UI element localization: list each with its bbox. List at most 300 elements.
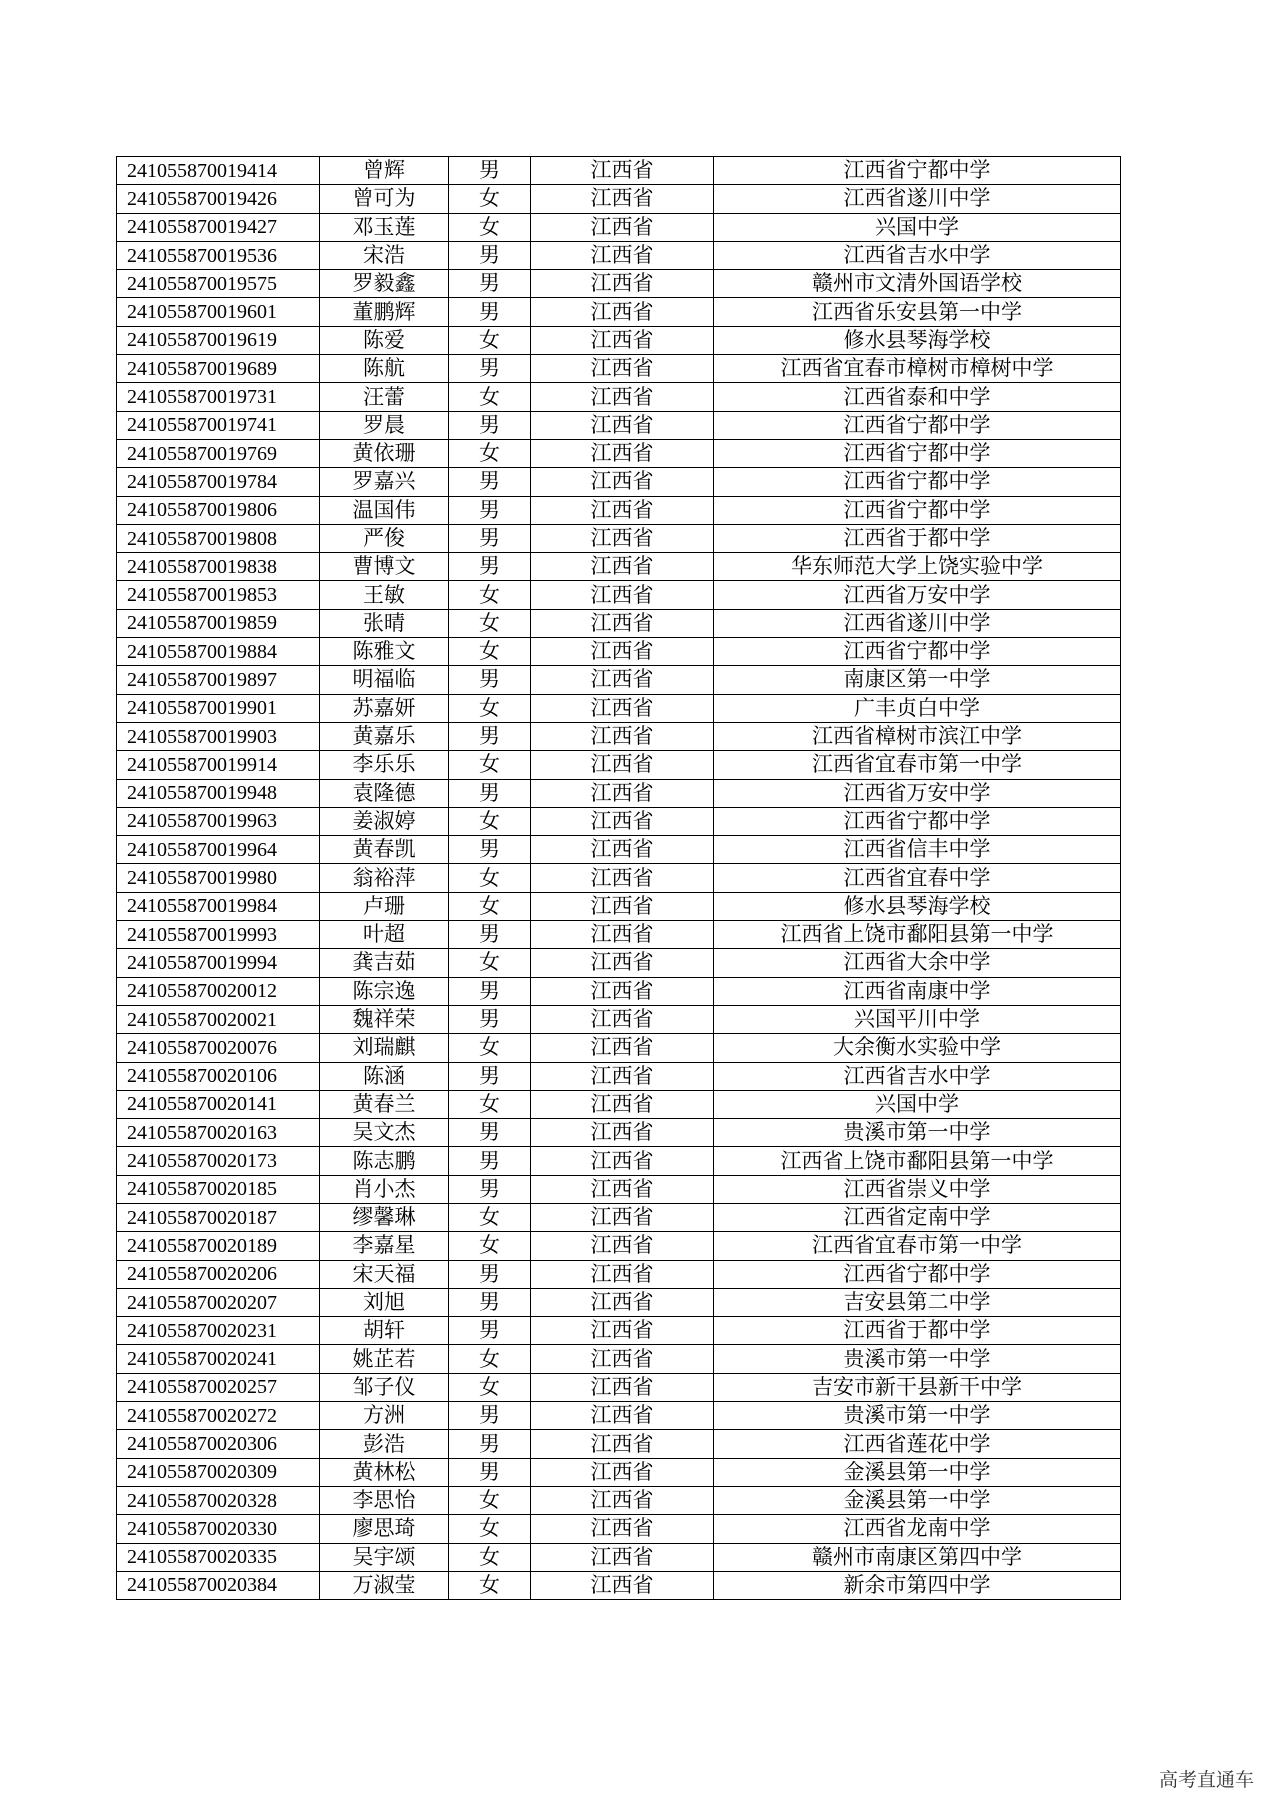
province-cell: 江西省 xyxy=(531,326,714,354)
candidate-id-cell: 241055870019806 xyxy=(117,496,320,524)
table-row xyxy=(117,609,1121,637)
school-cell: 新余市第四中学 xyxy=(714,1571,1121,1599)
province-cell: 江西省 xyxy=(531,807,714,835)
school-cell: 赣州市南康区第四中学 xyxy=(714,1543,1121,1571)
name-cell: 廖思琦 xyxy=(320,1515,449,1543)
school-cell: 江西省上饶市鄱阳县第一中学 xyxy=(714,921,1121,949)
school-cell: 江西省大余中学 xyxy=(714,949,1121,977)
name-cell: 罗毅鑫 xyxy=(320,270,449,298)
school-cell: 广丰贞白中学 xyxy=(714,694,1121,722)
name-cell: 姜淑婷 xyxy=(320,807,449,835)
province-cell: 江西省 xyxy=(531,1373,714,1401)
province-cell: 江西省 xyxy=(531,298,714,326)
candidate-id-cell: 241055870020335 xyxy=(117,1543,320,1571)
table-row xyxy=(117,1430,1121,1458)
gender-cell: 男 xyxy=(449,1147,531,1175)
table-row xyxy=(117,949,1121,977)
province-cell: 江西省 xyxy=(531,270,714,298)
school-cell: 江西省万安中学 xyxy=(714,779,1121,807)
school-cell: 兴国中学 xyxy=(714,213,1121,241)
province-cell: 江西省 xyxy=(531,892,714,920)
candidate-id-cell: 241055870020021 xyxy=(117,1005,320,1033)
gender-cell: 男 xyxy=(449,298,531,326)
table-row xyxy=(117,270,1121,298)
name-cell: 万淑莹 xyxy=(320,1571,449,1599)
school-cell: 江西省宁都中学 xyxy=(714,157,1121,185)
province-cell: 江西省 xyxy=(531,1175,714,1203)
name-cell: 刘瑞麒 xyxy=(320,1034,449,1062)
gender-cell: 女 xyxy=(449,185,531,213)
name-cell: 陈爱 xyxy=(320,326,449,354)
name-cell: 罗晨 xyxy=(320,411,449,439)
table-row xyxy=(117,807,1121,835)
school-cell: 江西省宁都中学 xyxy=(714,439,1121,467)
province-cell: 江西省 xyxy=(531,1260,714,1288)
province-cell: 江西省 xyxy=(531,496,714,524)
table-row xyxy=(117,298,1121,326)
name-cell: 黄春兰 xyxy=(320,1090,449,1118)
table-row xyxy=(117,1571,1121,1599)
gender-cell: 女 xyxy=(449,1090,531,1118)
name-cell: 张晴 xyxy=(320,609,449,637)
gender-cell: 女 xyxy=(449,1203,531,1231)
gender-cell: 女 xyxy=(449,1034,531,1062)
table-row xyxy=(117,1232,1121,1260)
candidate-id-cell: 241055870019984 xyxy=(117,892,320,920)
name-cell: 王敏 xyxy=(320,581,449,609)
province-cell: 江西省 xyxy=(531,1005,714,1033)
school-cell: 江西省信丰中学 xyxy=(714,836,1121,864)
candidate-id-cell: 241055870019963 xyxy=(117,807,320,835)
table-row xyxy=(117,411,1121,439)
gender-cell: 男 xyxy=(449,496,531,524)
gender-cell: 男 xyxy=(449,1288,531,1316)
candidate-id-cell: 241055870019769 xyxy=(117,439,320,467)
gender-cell: 男 xyxy=(449,553,531,581)
gender-cell: 男 xyxy=(449,836,531,864)
candidate-id-cell: 241055870019426 xyxy=(117,185,320,213)
candidate-id-cell: 241055870019853 xyxy=(117,581,320,609)
name-cell: 缪馨琳 xyxy=(320,1203,449,1231)
candidate-id-cell: 241055870019414 xyxy=(117,157,320,185)
gender-cell: 女 xyxy=(449,1373,531,1401)
watermark-text: 高考直通车 xyxy=(1158,1769,1254,1791)
gender-cell: 女 xyxy=(449,1515,531,1543)
candidate-id-cell: 241055870019859 xyxy=(117,609,320,637)
table-row xyxy=(117,779,1121,807)
school-cell: 江西省上饶市鄱阳县第一中学 xyxy=(714,1147,1121,1175)
school-cell: 江西省宁都中学 xyxy=(714,638,1121,666)
gender-cell: 女 xyxy=(449,1345,531,1373)
candidate-id-cell: 241055870020207 xyxy=(117,1288,320,1316)
province-cell: 江西省 xyxy=(531,977,714,1005)
school-cell: 贵溪市第一中学 xyxy=(714,1119,1121,1147)
school-cell: 江西省遂川中学 xyxy=(714,609,1121,637)
table-row xyxy=(117,581,1121,609)
table-row xyxy=(117,722,1121,750)
name-cell: 魏祥荣 xyxy=(320,1005,449,1033)
name-cell: 卢珊 xyxy=(320,892,449,920)
table-row xyxy=(117,157,1121,185)
table-row xyxy=(117,524,1121,552)
province-cell: 江西省 xyxy=(531,524,714,552)
name-cell: 黄林松 xyxy=(320,1458,449,1486)
table-row xyxy=(117,1034,1121,1062)
name-cell: 曾辉 xyxy=(320,157,449,185)
candidate-id-cell: 241055870019619 xyxy=(117,326,320,354)
table-row xyxy=(117,892,1121,920)
gender-cell: 女 xyxy=(449,439,531,467)
table-row xyxy=(117,638,1121,666)
gender-cell: 女 xyxy=(449,609,531,637)
gender-cell: 男 xyxy=(449,1402,531,1430)
name-cell: 叶超 xyxy=(320,921,449,949)
gender-cell: 女 xyxy=(449,864,531,892)
gender-cell: 女 xyxy=(449,807,531,835)
candidate-id-cell: 241055870020163 xyxy=(117,1119,320,1147)
school-cell: 修水县琴海学校 xyxy=(714,326,1121,354)
table-row xyxy=(117,213,1121,241)
school-cell: 江西省于都中学 xyxy=(714,1317,1121,1345)
table-row xyxy=(117,666,1121,694)
name-cell: 黄嘉乐 xyxy=(320,722,449,750)
gender-cell: 女 xyxy=(449,1543,531,1571)
table-row xyxy=(117,836,1121,864)
candidate-id-cell: 241055870020189 xyxy=(117,1232,320,1260)
province-cell: 江西省 xyxy=(531,1147,714,1175)
candidate-id-cell: 241055870019901 xyxy=(117,694,320,722)
school-cell: 江西省龙南中学 xyxy=(714,1515,1121,1543)
name-cell: 宋浩 xyxy=(320,241,449,269)
school-cell: 江西省吉水中学 xyxy=(714,241,1121,269)
gender-cell: 女 xyxy=(449,213,531,241)
candidate-id-cell: 241055870020309 xyxy=(117,1458,320,1486)
candidate-id-cell: 241055870020185 xyxy=(117,1175,320,1203)
candidate-id-cell: 241055870019897 xyxy=(117,666,320,694)
name-cell: 温国伟 xyxy=(320,496,449,524)
table-row xyxy=(117,1515,1121,1543)
candidate-id-cell: 241055870019808 xyxy=(117,524,320,552)
name-cell: 黄春凯 xyxy=(320,836,449,864)
province-cell: 江西省 xyxy=(531,666,714,694)
candidate-id-cell: 241055870020173 xyxy=(117,1147,320,1175)
name-cell: 邓玉莲 xyxy=(320,213,449,241)
school-cell: 江西省万安中学 xyxy=(714,581,1121,609)
candidate-id-cell: 241055870020257 xyxy=(117,1373,320,1401)
candidate-id-cell: 241055870019689 xyxy=(117,355,320,383)
province-cell: 江西省 xyxy=(531,383,714,411)
province-cell: 江西省 xyxy=(531,694,714,722)
province-cell: 江西省 xyxy=(531,1119,714,1147)
school-cell: 江西省定南中学 xyxy=(714,1203,1121,1231)
province-cell: 江西省 xyxy=(531,355,714,383)
name-cell: 陈宗逸 xyxy=(320,977,449,1005)
table-row xyxy=(117,1288,1121,1316)
candidate-id-cell: 241055870019741 xyxy=(117,411,320,439)
name-cell: 苏嘉妍 xyxy=(320,694,449,722)
school-cell: 华东师范大学上饶实验中学 xyxy=(714,553,1121,581)
province-cell: 江西省 xyxy=(531,949,714,977)
name-cell: 袁隆德 xyxy=(320,779,449,807)
province-cell: 江西省 xyxy=(531,864,714,892)
province-cell: 江西省 xyxy=(531,157,714,185)
table-row xyxy=(117,1203,1121,1231)
school-cell: 兴国中学 xyxy=(714,1090,1121,1118)
candidate-id-cell: 241055870019784 xyxy=(117,468,320,496)
gender-cell: 女 xyxy=(449,751,531,779)
gender-cell: 男 xyxy=(449,1175,531,1203)
candidate-id-cell: 241055870020187 xyxy=(117,1203,320,1231)
name-cell: 曹博文 xyxy=(320,553,449,581)
table-row xyxy=(117,1317,1121,1345)
candidate-id-cell: 241055870020012 xyxy=(117,977,320,1005)
province-cell: 江西省 xyxy=(531,751,714,779)
table-row xyxy=(117,1175,1121,1203)
table-row xyxy=(117,1147,1121,1175)
gender-cell: 男 xyxy=(449,241,531,269)
candidate-id-cell: 241055870019964 xyxy=(117,836,320,864)
name-cell: 彭浩 xyxy=(320,1430,449,1458)
school-cell: 江西省崇义中学 xyxy=(714,1175,1121,1203)
gender-cell: 女 xyxy=(449,1232,531,1260)
gender-cell: 男 xyxy=(449,1458,531,1486)
table-row xyxy=(117,468,1121,496)
province-cell: 江西省 xyxy=(531,1515,714,1543)
school-cell: 金溪县第一中学 xyxy=(714,1486,1121,1514)
table-row xyxy=(117,1373,1121,1401)
candidate-id-cell: 241055870020231 xyxy=(117,1317,320,1345)
gender-cell: 女 xyxy=(449,694,531,722)
name-cell: 邹子仪 xyxy=(320,1373,449,1401)
gender-cell: 男 xyxy=(449,1317,531,1345)
province-cell: 江西省 xyxy=(531,439,714,467)
table-row xyxy=(117,1005,1121,1033)
table-row xyxy=(117,1486,1121,1514)
table-row xyxy=(117,694,1121,722)
province-cell: 江西省 xyxy=(531,779,714,807)
name-cell: 陈志鹏 xyxy=(320,1147,449,1175)
school-cell: 江西省宜春市第一中学 xyxy=(714,1232,1121,1260)
candidate-id-cell: 241055870020076 xyxy=(117,1034,320,1062)
table-row xyxy=(117,383,1121,411)
table-row xyxy=(117,355,1121,383)
candidate-id-cell: 241055870020241 xyxy=(117,1345,320,1373)
school-cell: 江西省宜春市第一中学 xyxy=(714,751,1121,779)
school-cell: 吉安市新干县新干中学 xyxy=(714,1373,1121,1401)
name-cell: 刘旭 xyxy=(320,1288,449,1316)
gender-cell: 男 xyxy=(449,1119,531,1147)
gender-cell: 女 xyxy=(449,326,531,354)
candidate-id-cell: 241055870019731 xyxy=(117,383,320,411)
province-cell: 江西省 xyxy=(531,581,714,609)
candidate-id-cell: 241055870020328 xyxy=(117,1486,320,1514)
province-cell: 江西省 xyxy=(531,921,714,949)
table-row xyxy=(117,751,1121,779)
school-cell: 江西省遂川中学 xyxy=(714,185,1121,213)
table-row xyxy=(117,1090,1121,1118)
school-cell: 江西省莲花中学 xyxy=(714,1430,1121,1458)
table-row xyxy=(117,1458,1121,1486)
table-row xyxy=(117,977,1121,1005)
candidate-id-cell: 241055870019601 xyxy=(117,298,320,326)
name-cell: 曾可为 xyxy=(320,185,449,213)
candidate-id-cell: 241055870019536 xyxy=(117,241,320,269)
school-cell: 吉安县第二中学 xyxy=(714,1288,1121,1316)
province-cell: 江西省 xyxy=(531,1090,714,1118)
province-cell: 江西省 xyxy=(531,609,714,637)
gender-cell: 女 xyxy=(449,892,531,920)
gender-cell: 女 xyxy=(449,383,531,411)
name-cell: 陈雅文 xyxy=(320,638,449,666)
province-cell: 江西省 xyxy=(531,241,714,269)
province-cell: 江西省 xyxy=(531,468,714,496)
candidate-id-cell: 241055870020306 xyxy=(117,1430,320,1458)
province-cell: 江西省 xyxy=(531,1345,714,1373)
school-cell: 贵溪市第一中学 xyxy=(714,1402,1121,1430)
school-cell: 南康区第一中学 xyxy=(714,666,1121,694)
name-cell: 龚吉茹 xyxy=(320,949,449,977)
table-row xyxy=(117,496,1121,524)
name-cell: 翁裕萍 xyxy=(320,864,449,892)
table-row xyxy=(117,1543,1121,1571)
name-cell: 严俊 xyxy=(320,524,449,552)
candidate-id-cell: 241055870019903 xyxy=(117,722,320,750)
table-row xyxy=(117,1062,1121,1090)
province-cell: 江西省 xyxy=(531,1571,714,1599)
province-cell: 江西省 xyxy=(531,722,714,750)
gender-cell: 男 xyxy=(449,468,531,496)
table-row xyxy=(117,1345,1121,1373)
table-row xyxy=(117,241,1121,269)
school-cell: 金溪县第一中学 xyxy=(714,1458,1121,1486)
name-cell: 李思怡 xyxy=(320,1486,449,1514)
gender-cell: 男 xyxy=(449,977,531,1005)
province-cell: 江西省 xyxy=(531,1232,714,1260)
province-cell: 江西省 xyxy=(531,553,714,581)
candidate-id-cell: 241055870020272 xyxy=(117,1402,320,1430)
school-cell: 江西省乐安县第一中学 xyxy=(714,298,1121,326)
gender-cell: 男 xyxy=(449,1062,531,1090)
name-cell: 方洲 xyxy=(320,1402,449,1430)
school-cell: 江西省宜春市樟树市樟树中学 xyxy=(714,355,1121,383)
candidate-id-cell: 241055870019914 xyxy=(117,751,320,779)
school-cell: 江西省宁都中学 xyxy=(714,807,1121,835)
candidate-id-cell: 241055870019948 xyxy=(117,779,320,807)
gender-cell: 女 xyxy=(449,1486,531,1514)
province-cell: 江西省 xyxy=(531,1062,714,1090)
candidate-id-cell: 241055870019994 xyxy=(117,949,320,977)
school-cell: 江西省吉水中学 xyxy=(714,1062,1121,1090)
school-cell: 江西省樟树市滨江中学 xyxy=(714,722,1121,750)
candidate-id-cell: 241055870019980 xyxy=(117,864,320,892)
school-cell: 江西省宁都中学 xyxy=(714,411,1121,439)
roster-body xyxy=(117,157,1121,1600)
school-cell: 大余衡水实验中学 xyxy=(714,1034,1121,1062)
gender-cell: 男 xyxy=(449,666,531,694)
province-cell: 江西省 xyxy=(531,1458,714,1486)
candidate-id-cell: 241055870019427 xyxy=(117,213,320,241)
table-row xyxy=(117,185,1121,213)
school-cell: 兴国平川中学 xyxy=(714,1005,1121,1033)
gender-cell: 男 xyxy=(449,157,531,185)
name-cell: 肖小杰 xyxy=(320,1175,449,1203)
gender-cell: 男 xyxy=(449,1005,531,1033)
candidate-id-cell: 241055870019884 xyxy=(117,638,320,666)
table-row xyxy=(117,1119,1121,1147)
gender-cell: 女 xyxy=(449,949,531,977)
school-cell: 江西省泰和中学 xyxy=(714,383,1121,411)
table-row xyxy=(117,1260,1121,1288)
name-cell: 李乐乐 xyxy=(320,751,449,779)
school-cell: 江西省宁都中学 xyxy=(714,496,1121,524)
gender-cell: 男 xyxy=(449,524,531,552)
gender-cell: 男 xyxy=(449,1430,531,1458)
name-cell: 董鹏辉 xyxy=(320,298,449,326)
province-cell: 江西省 xyxy=(531,638,714,666)
province-cell: 江西省 xyxy=(531,1402,714,1430)
name-cell: 汪蕾 xyxy=(320,383,449,411)
name-cell: 李嘉星 xyxy=(320,1232,449,1260)
candidate-id-cell: 241055870020330 xyxy=(117,1515,320,1543)
table-row xyxy=(117,1402,1121,1430)
province-cell: 江西省 xyxy=(531,1288,714,1316)
name-cell: 陈涵 xyxy=(320,1062,449,1090)
name-cell: 罗嘉兴 xyxy=(320,468,449,496)
gender-cell: 女 xyxy=(449,1571,531,1599)
roster-table xyxy=(116,156,1121,1600)
gender-cell: 男 xyxy=(449,411,531,439)
table-row xyxy=(117,326,1121,354)
gender-cell: 女 xyxy=(449,581,531,609)
candidate-id-cell: 241055870019993 xyxy=(117,921,320,949)
gender-cell: 男 xyxy=(449,355,531,383)
province-cell: 江西省 xyxy=(531,836,714,864)
candidate-id-cell: 241055870020384 xyxy=(117,1571,320,1599)
gender-cell: 男 xyxy=(449,779,531,807)
province-cell: 江西省 xyxy=(531,1317,714,1345)
candidate-id-cell: 241055870020141 xyxy=(117,1090,320,1118)
gender-cell: 男 xyxy=(449,1260,531,1288)
school-cell: 江西省南康中学 xyxy=(714,977,1121,1005)
gender-cell: 男 xyxy=(449,270,531,298)
candidate-id-cell: 241055870020206 xyxy=(117,1260,320,1288)
table-row xyxy=(117,921,1121,949)
province-cell: 江西省 xyxy=(531,185,714,213)
province-cell: 江西省 xyxy=(531,411,714,439)
school-cell: 赣州市文清外国语学校 xyxy=(714,270,1121,298)
province-cell: 江西省 xyxy=(531,1430,714,1458)
province-cell: 江西省 xyxy=(531,1203,714,1231)
school-cell: 贵溪市第一中学 xyxy=(714,1345,1121,1373)
gender-cell: 男 xyxy=(449,921,531,949)
school-cell: 修水县琴海学校 xyxy=(714,892,1121,920)
name-cell: 宋天福 xyxy=(320,1260,449,1288)
school-cell: 江西省宁都中学 xyxy=(714,468,1121,496)
candidate-id-cell: 241055870019838 xyxy=(117,553,320,581)
province-cell: 江西省 xyxy=(531,213,714,241)
table-row xyxy=(117,864,1121,892)
province-cell: 江西省 xyxy=(531,1543,714,1571)
gender-cell: 女 xyxy=(449,638,531,666)
name-cell: 陈航 xyxy=(320,355,449,383)
name-cell: 吴宇颂 xyxy=(320,1543,449,1571)
table-row xyxy=(117,553,1121,581)
province-cell: 江西省 xyxy=(531,1034,714,1062)
name-cell: 吴文杰 xyxy=(320,1119,449,1147)
name-cell: 胡轩 xyxy=(320,1317,449,1345)
name-cell: 黄依珊 xyxy=(320,439,449,467)
candidate-id-cell: 241055870019575 xyxy=(117,270,320,298)
